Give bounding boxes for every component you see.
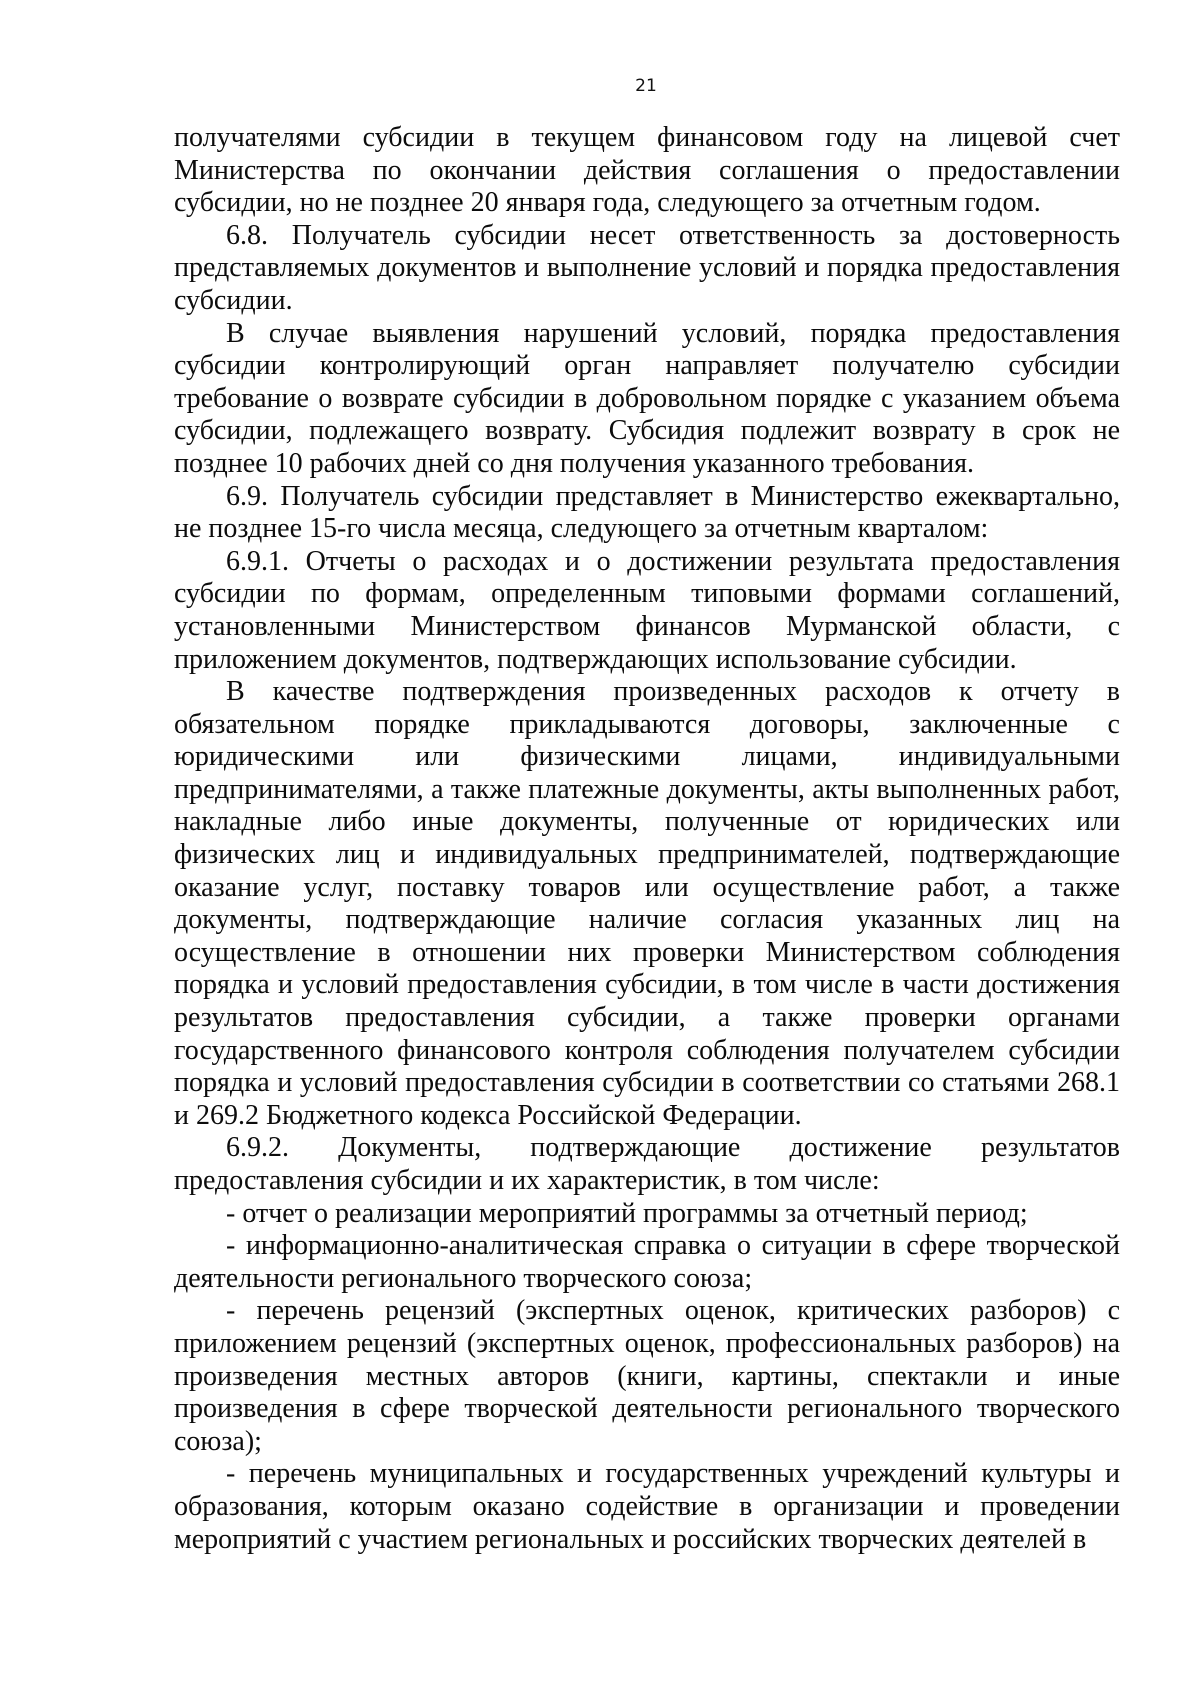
paragraph-6-9-2: 6.9.2. Документы, подтверждающие достижение результатов предоставления субсидии и их характеристик, в том числе: <box>174 1132 1120 1196</box>
list-item-institutions: - перечень муниципальных и государственных учреждений культуры и образования, которым оказано содействие в организации и проведении мероприятий с участием региональных и российских творческих деятелей в <box>174 1458 1120 1555</box>
list-item-analytical-note: - информационно-аналитическая справка о ситуации в сфере творческой деятельности регионального творческого союза; <box>174 1230 1120 1294</box>
page-number: 21 <box>635 76 657 96</box>
paragraph-6-9: 6.9. Получатель субсидии представляет в Министерство ежеквартально, не позднее 15-го числа месяца, следующего за отчетным кварталом: <box>174 480 1120 545</box>
paragraph-violations: В случае выявления нарушений условий, порядка предоставления субсидии контролирующий орган направляет получателю субсидии требование о возврате субсидии в добровольном порядке с указанием объема субсидии, подлежащего возврату. Субсидия подлежит возврату в срок не позднее 10 рабочих дней со дня получения указанного требования. <box>174 317 1120 479</box>
paragraph-expense-confirmation: В качестве подтверждения произведенных расходов к отчету в обязательном порядке прикладываются договоры, заключенные с юридическими или физическими лицами, индивидуальными предпринимателями, а также платежные документы, акты выполненных работ, накладные либо иные документы, полученные от юридических или физических лиц и индивидуальных предпринимателей, подтверждающие оказание услуг, поставку товаров или осуществление работ, а также документы, подтверждающие наличие согласия указанных лиц на осуществление в отношении них проверки Министерством соблюдения порядка и условий предоставления субсидии, в том числе в части достижения результатов предоставления субсидии, а также проверки органами государственного финансового контроля соблюдения получателем субсидии порядка и условий предоставления субсидии в соответствии со статьями 268.1 и 269.2 Бюджетного кодекса Российской Федерации. <box>174 676 1120 1131</box>
list-item-program-report: - отчет о реализации мероприятий программы за отчетный период; <box>226 1197 1028 1229</box>
paragraph-6-8: 6.8. Получатель субсидии несет ответственность за достоверность представляемых документов и выполнение условий и порядка предоставления субсидии. <box>174 219 1120 316</box>
document-body <box>174 122 1120 1556</box>
paragraph-continuation: получателями субсидии в текущем финансовом году на лицевой счет Министерства по окончании действия соглашения о предоставлении субсидии, но не позднее 20 января года, следующего за отчетным годом. <box>174 122 1120 219</box>
list-item-reviews: - перечень рецензий (экспертных оценок, критических разборов) с приложением рецензий (экспертных оценок, профессиональных разборов) на произведения местных авторов (книги, картины, спектакли и иные произведения в сфере творческой деятельности регионального творческого союза); <box>174 1295 1120 1457</box>
paragraph-6-9-1: 6.9.1. Отчеты о расходах и о достижении результата предоставления субсидии по формам, определенным типовыми формами соглашений, установленными Министерством финансов Мурманской области, с приложением документов, подтверждающих использование субсидии. <box>174 545 1120 675</box>
